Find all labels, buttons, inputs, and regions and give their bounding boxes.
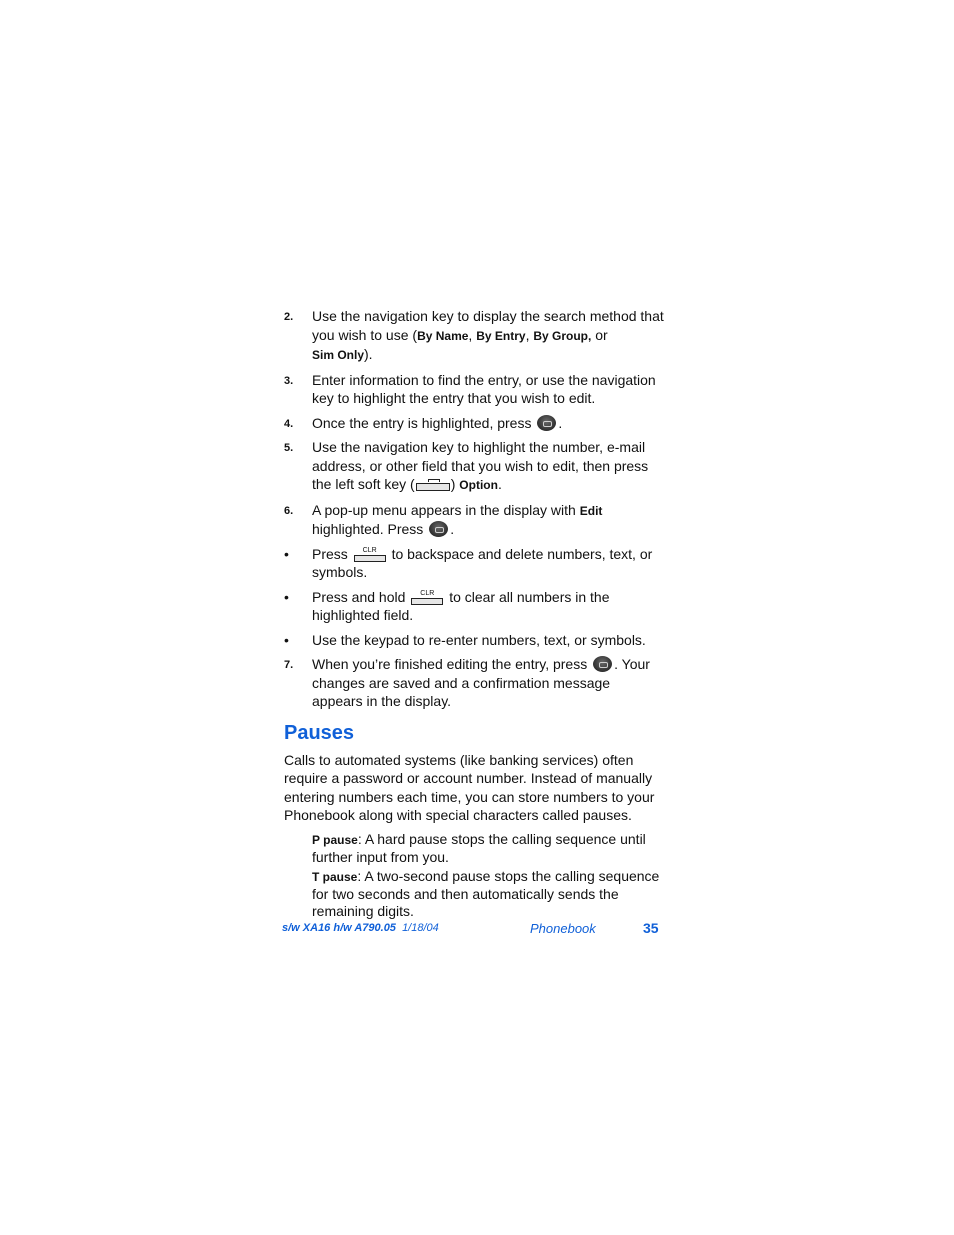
page-number: 35 xyxy=(643,920,659,936)
step-number: 4. xyxy=(284,417,294,430)
ok-key-icon xyxy=(593,656,612,672)
option-softkey-label: Option xyxy=(459,478,498,492)
option-by-name: By Name xyxy=(417,328,469,343)
step-6: 6. A pop-up menu appears in the display with Edit highlighted. Press . xyxy=(284,501,603,537)
option-by-entry: By Entry xyxy=(476,328,526,343)
ok-key-icon xyxy=(537,415,556,431)
step-number: 6. xyxy=(284,504,294,517)
definition-p-pause: P pause: A hard pause stops the calling sequence until further input from you. xyxy=(312,830,646,865)
step-number: 5. xyxy=(284,442,294,454)
step-7: 7. When you’re finished editing the entry, press . Your changes are saved and a confirmation message appears in the display. xyxy=(284,656,650,709)
option-sim-only: Sim Only xyxy=(312,348,365,362)
bullet-clear-all: • Press and hold CLR to clear all numbers in the highlighted field. xyxy=(284,588,610,623)
clr-key-icon: CLR xyxy=(411,591,443,605)
menu-edit-label: Edit xyxy=(579,503,603,518)
section-title: Pauses xyxy=(284,721,355,744)
left-soft-key-icon xyxy=(416,479,450,491)
bullet-backspace: • Press CLR to backspace and delete numbers, text, or symbols. xyxy=(284,545,653,580)
step-5: 5. Use the navigation key to highlight the number, e-mail address, or other field that you wish to edit, then press the left soft key ( ) Option. xyxy=(284,439,649,492)
ok-key-icon xyxy=(429,521,448,537)
step-number: 2. xyxy=(284,311,294,323)
clr-key-icon: CLR xyxy=(354,548,386,562)
footer-chapter: Phonebook xyxy=(530,921,596,936)
bullet-reenter: • Use the keypad to re-enter numbers, text, or symbols. xyxy=(284,631,646,648)
step-2: 2. Use the navigation key to display the search method that you wish to use (By Name, By Entry, By Group, or Sim Only). xyxy=(284,308,664,362)
option-by-group: By Group, xyxy=(533,328,592,343)
footer-version: s/w XA16 h/w A790.05 1/18/04 xyxy=(282,922,439,934)
step-number: 7. xyxy=(284,659,294,671)
page-footer xyxy=(282,920,662,938)
page-content xyxy=(284,307,664,922)
section-intro: Calls to automated systems (like banking services) often require a password or account number. Instead of manually entering numbers each time, you can store numbers to your Phonebook along with special characters called pauses. xyxy=(284,751,655,823)
step-4: 4. Once the entry is highlighted, press . xyxy=(284,414,664,433)
step-number: 3. xyxy=(284,374,294,387)
definition-t-pause: T pause: A two-second pause stops the calling sequence for two seconds and then automatically sends the remaining digits. xyxy=(312,867,660,919)
step-3: 3. Enter information to find the entry, or use the navigation key to highlight the entry that you wish to edit. xyxy=(284,371,656,406)
